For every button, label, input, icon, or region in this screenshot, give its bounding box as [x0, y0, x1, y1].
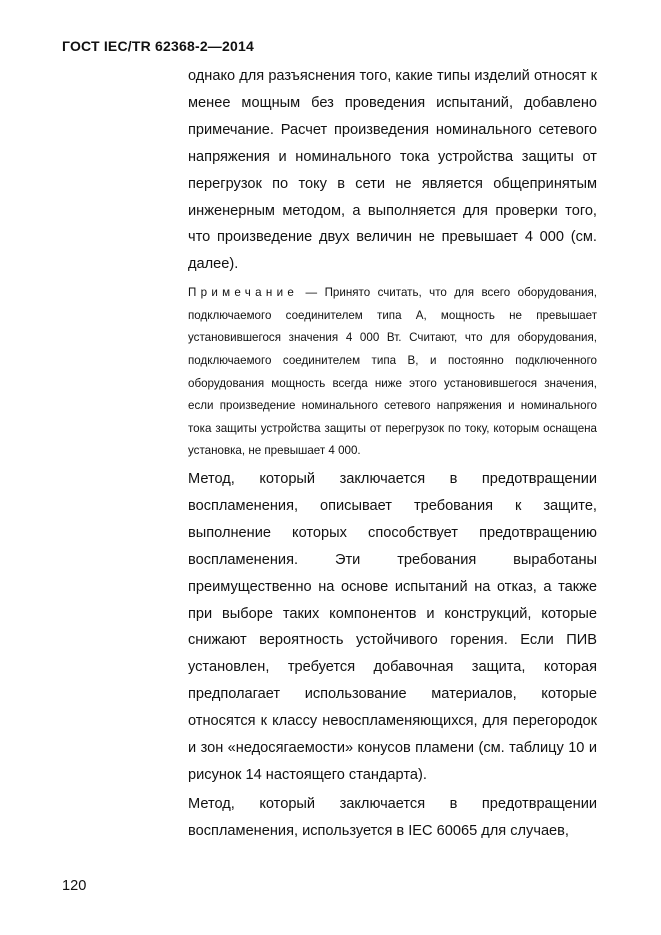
note-label: Примечание — [188, 286, 299, 300]
document-header: ГОСТ IEC/TR 62368-2—2014 — [62, 38, 254, 54]
paragraph-2: Метод, который заключается в предотвращении воспламенения, описывает требования к защите, выполнение которых способствует предотвращению воспламенения. Эти требования выработаны преимущественно на основе испытаний на отказ, а также при выборе таких компонентов и конструкций, которые снижают вероятность устойчивого горения. Если ПИВ установлен, требуется добавочная защита, которая предполагает использование материалов, которые относятся к классу невоспламеняющихся, для перегородок и зон «недосягаемости» конусов пламени (см. таблицу 10 и рисунок 14 настоящего стандарта). — [188, 471, 597, 783]
document-body — [188, 63, 597, 845]
page-number: 120 — [62, 878, 87, 894]
note-text: — Принято считать, что для всего оборудования, подключаемого соединителем типа А, мощность не превышает установившегося значения 4 000 Вт. Считают, что для оборудования, подключаемого соединителем типа В, и постоянно подключенного оборудования мощность всегда ниже этого установившегося значения, если произведение номинального сетевого напряжения и номинального тока защиты устройства защиты от перегрузок по току, которым оснащена установка, не превышает 4 000. — [188, 286, 597, 458]
note — [188, 282, 597, 463]
paragraph-3: Метод, который заключается в предотвращении воспламенения, используется в IEC 60065 для случаев, — [188, 795, 597, 839]
paragraph-1: однако для разъяснения того, какие типы изделий относят к менее мощным без проведения испытаний, добавлено примечание. Расчет произведения номинального сетевого напряжения и номинального тока устройства защиты от перегрузок по току в сети не является общепринятым инженерным методом, а выполняется для проверки того, что произведение двух величин не превышает 4 000 (см. далее). — [188, 68, 597, 273]
